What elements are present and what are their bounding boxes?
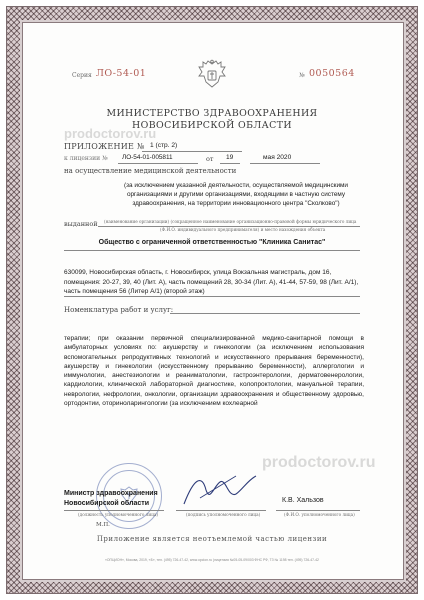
signatory-name: К.В. Хальзов	[282, 497, 324, 504]
license-month-year: мая 2020	[263, 154, 292, 161]
signatory-position-line1: Министр здравоохранения	[64, 490, 158, 497]
mp-label: М.П.	[96, 522, 110, 528]
ministry-title-line1: МИНИСТЕРСТВО ЗДРАВООХРАНЕНИЯ	[106, 108, 318, 119]
license-day: 19	[226, 154, 234, 161]
signatory-position-line2: Новосибирской области	[64, 500, 150, 507]
position-hint: (должность уполномоченного лица)	[78, 512, 159, 517]
address-text: 630099, Новосибирская область, г. Новосибирск, улица Вокзальная магистраль, дом 16, помещения: 20-27, 39, 40 (Лит. А), часть помещений 28, 30-34 (Лит. А), 41-44, 57-59, 98 (Лит. А/1), часть помещения 56 (Литер А/1) (второй этаж)	[64, 269, 359, 296]
number-label: №	[299, 72, 305, 79]
activity-text: на осуществление медицинской деятельности	[64, 167, 237, 175]
watermark-bottom: prodoctorov.ru	[262, 454, 376, 471]
number-value: 0050564	[309, 68, 355, 79]
signature-icon	[180, 468, 260, 510]
issued-hint-1: (наименование организации) (сокращенное наименование организационно-правовой формы юридического лица	[104, 219, 357, 224]
series-label: Серия	[72, 72, 92, 79]
issued-hint-2: (Ф.И.О. индивидуального предпринимателя) и место нахождения объекта	[160, 227, 326, 232]
appendix-label: ПРИЛОЖЕНИЕ №	[64, 142, 145, 151]
appendix-value: 1 (стр. 2)	[150, 142, 178, 149]
printer-line: «ОПЦИОН», Москва, 2019, «Б», тел. (495) 726-47-42, www.opcion.ru (лицензия №05-05-09/003 ФНС РФ, ТЗ № 1198 тел. (495) 726-47-42	[105, 558, 319, 562]
exception-text: (за исключением указанной деятельности, осуществляемой медицинскими организациями и другими организациями, входящими в частную систему здравоохранения, на территории инновационного центра "Сколково")	[124, 182, 348, 207]
services-text: терапии; при оказании первичной специализированной медико-санитарной помощи в амбулаторных условиях по: акушерству и гинекологии (за исключением использования вспомогательных репродуктивных технологий и искусственного прерывания беременности), акушерству и гинекологии (искусственному прерыванию беременности), аллергологии и иммунологии, анестезиологии и реаниматологии, гастроэнтерологии, дерматовенерологии, кардиологии, клинической лабораторной диагностике, колопроктологии, мануальной терапии, неврологии, нефрологии, онкологии, организации здравоохранения и общественному здоровью, ортодонтии, оториноларингологии (за исключением кохлеарной	[64, 335, 364, 408]
issued-label: выданной	[64, 220, 98, 228]
date-from-label: от	[206, 155, 214, 163]
watermark-top: prodoctorov.ru	[64, 126, 157, 141]
license-label: к лицензии №	[64, 155, 108, 162]
signature-hint: (подпись уполномоченного лица)	[186, 512, 261, 517]
nomenclature-label: Номенклатура работ и услуг:	[64, 306, 174, 314]
series-value: ЛО-54-01	[96, 68, 147, 79]
footer-note: Приложение является неотъемлемой частью лицензии	[96, 535, 328, 543]
coat-of-arms-icon	[194, 58, 230, 94]
organization-name: Общество с ограниченной ответственностью "Клиника Санитас"	[98, 239, 326, 246]
name-hint: (Ф.И.О. уполномоченного лица)	[284, 512, 355, 517]
license-number: ЛО-54-01-005811	[122, 154, 173, 161]
ministry-title-line2: НОВОСИБИРСКОЙ ОБЛАСТИ	[132, 120, 292, 131]
